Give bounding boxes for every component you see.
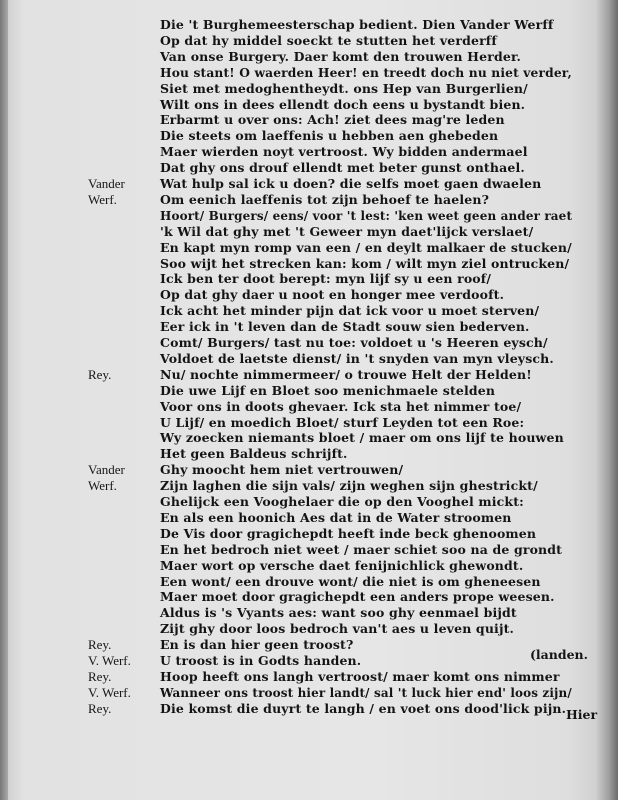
verse-text: Voor ons in doots ghevaer. Ick sta het nimmer toe/ [160,398,522,414]
verse-line [0,208,618,223]
speaker-label: V. Werf. [88,684,131,700]
speaker-label: Rey. [88,637,112,653]
verse-line [0,685,618,700]
verse-text: Zijt ghy door loos bedroch van't aes u leven quijt. [160,621,515,637]
speaker-label: Rey. [88,668,112,684]
verse-text: Ick ben ter doot berept: myn lijf sy u een roof/ [160,271,492,287]
verse-text: Siet met medoghentheydt. ons Hep van Burgerlien/ [160,80,528,96]
verse-text: Maer wierden noyt vertroost. Wy bidden andermael [160,144,528,160]
verse-line [0,303,618,318]
verse-line [0,415,618,430]
verse-line [0,383,618,398]
speaker-label: Vander [88,176,125,191]
verse-line [0,65,618,80]
verse-line [0,335,618,350]
verse-text: Nu/ nochte nimmermeer/ o trouwe Helt der Helden! [160,366,532,382]
verse-text: Erbarmt u over ons: Ach! ziet dees mag're leden [160,112,505,128]
speaker-label: Rey. [88,366,112,382]
verse-line [0,176,618,191]
catchword: Hier [566,707,598,722]
verse-text: En als een hoonich Aes dat in de Water stroomen [160,509,512,525]
verse-text: Maer moet door gragichepdt een anders prope weesen. [160,589,555,605]
verse-line [0,160,618,175]
verse-text: Hou stant! O waerden Heer! en treedt doch nu niet verder, [160,64,572,80]
verse-text: Het geen Baldeus schrijft. [160,446,348,462]
verse-text: Wy zoecken niemants bloet / maer om ons lijf te houwen [160,430,564,446]
verse-text: Ghy moocht hem niet vertrouwen/ [160,462,404,478]
verse-line [0,271,618,286]
verse-text: En kapt myn romp van een / en deylt malkaer de stucken/ [160,239,572,255]
verse-line [0,647,618,668]
verse-line [0,287,618,302]
verse-line [0,17,618,32]
speaker-label: Vander [88,462,125,478]
verse-line [0,478,618,493]
verse-text: Soo wijt het strecken kan: kom / wilt myn ziel ontrucken/ [160,255,570,271]
verse-line [0,33,618,48]
verse-text: Op dat ghy daer u noot en honger mee verdooft. [160,287,505,303]
verse-line [0,430,618,445]
speaker-label: Werf. [88,191,117,207]
verse-line [0,351,618,366]
verse-text: Ghelijck een Vooghelaer die op den Vooghel mickt: [160,494,524,509]
verse-text: Wat hulp sal ick u doen? die selfs moet gaen dwaelen [160,176,542,191]
verse-text: Hoort/ Burgers/ eens/ voor 't lest: 'ken weet geen ander raet [160,207,573,223]
verse-text: Hoop heeft ons langh vertroost/ maer komt ons nimmer [160,668,560,684]
verse-text: Maer wort op versche daet fenijnichlick ghewondt. [160,557,524,573]
verse-line [0,446,618,461]
verse-line [0,97,618,112]
speaker-label: V. Werf. [88,653,131,668]
turnover-word: (landen. [530,647,588,662]
verse-line [0,81,618,96]
verse-text: Dat ghy ons drouf ellendt met beter gunst onthael. [160,160,525,176]
verse-line [0,669,618,684]
verse-line [0,399,618,414]
verse-line [0,621,618,636]
verse-line [0,462,618,477]
verse-line [0,240,618,255]
verse-line [0,319,618,334]
verse-line [0,605,618,620]
verse-text: Op dat hy middel soeckt te stutten het verderff [160,32,497,48]
verse-line [0,367,618,382]
verse-text: Voldoet de laetste dienst/ in 't snyden van myn vleysch. [160,350,554,366]
verse-text: Van onse Burgery. Daer komt den trouwen Herder. [160,48,522,64]
verse-text: De Vis door gragichepdt heeft inde beck ghenoomen [160,525,537,541]
verse-text: Eer ick in 't leven dan de Stadt souw sien bederven. [160,319,530,335]
verse-text: En het bedroch niet weet / maer schiet soo na de grondt [160,541,563,557]
verse-text: Wilt ons in dees ellendt doch eens u bystandt bien. [160,96,526,112]
verse-line [0,589,618,604]
verse-line [0,510,618,525]
verse-line [0,574,618,589]
speaker-label: Rey. [88,700,112,716]
verse-line [0,128,618,143]
verse-line [0,637,618,652]
verse-line [0,49,618,64]
verse-text: Comt/ Burgers/ tast nu toe: voldoet u 's Heeren eysch/ [160,335,548,350]
verse-text: U Lijf/ en moedich Bloet/ sturf Leyden tot een Roe: [160,414,525,430]
verse-text: Die komst die duyrt te langh / en voet ons dood'lick pijn. [160,700,567,716]
verse-line [0,526,618,541]
verse-text: Wanneer ons troost hier landt/ sal 't luck hier end' loos zijn/ [160,684,572,700]
verse-line [0,558,618,573]
verse-line [0,112,618,127]
verse-line [0,144,618,159]
verse-text: En is dan hier geen troost? [160,637,354,653]
verse-text: Die 't Burghemeesterschap bedient. Dien Vander Werff [160,17,554,32]
verse-text: Een wont/ een drouve wont/ die niet is om gheneesen [160,573,541,589]
verse-text: Om eenich laeffenis tot zijn behoef te haelen? [160,191,490,207]
verse-text: U troost is in Godts handen. [160,653,362,668]
verse-line [0,701,618,716]
speaker-label: Werf. [88,478,117,494]
verse-line [0,192,618,207]
verse-text: Die steets om laeffenis u hebben aen ghebeden [160,128,499,144]
verse-text: Ick acht het minder pijn dat ick voor u moet sterven/ [160,303,540,319]
verse-text: Zijn laghen die sijn vals/ zijn weghen sijn ghestrickt/ [160,478,538,494]
verse-line [0,224,618,239]
verse-line [0,256,618,271]
verse-line [0,494,618,509]
verse-text: 'k Wil dat ghy met 't Geweer myn daet'lijck verslaet/ [160,223,534,239]
verse-line [0,542,618,557]
verse-text: Die uwe Lijf en Bloet soo menichmaele stelden [160,382,496,398]
verse-text: Aldus is 's Vyants aes: want soo ghy eenmael bijdt [160,605,517,621]
